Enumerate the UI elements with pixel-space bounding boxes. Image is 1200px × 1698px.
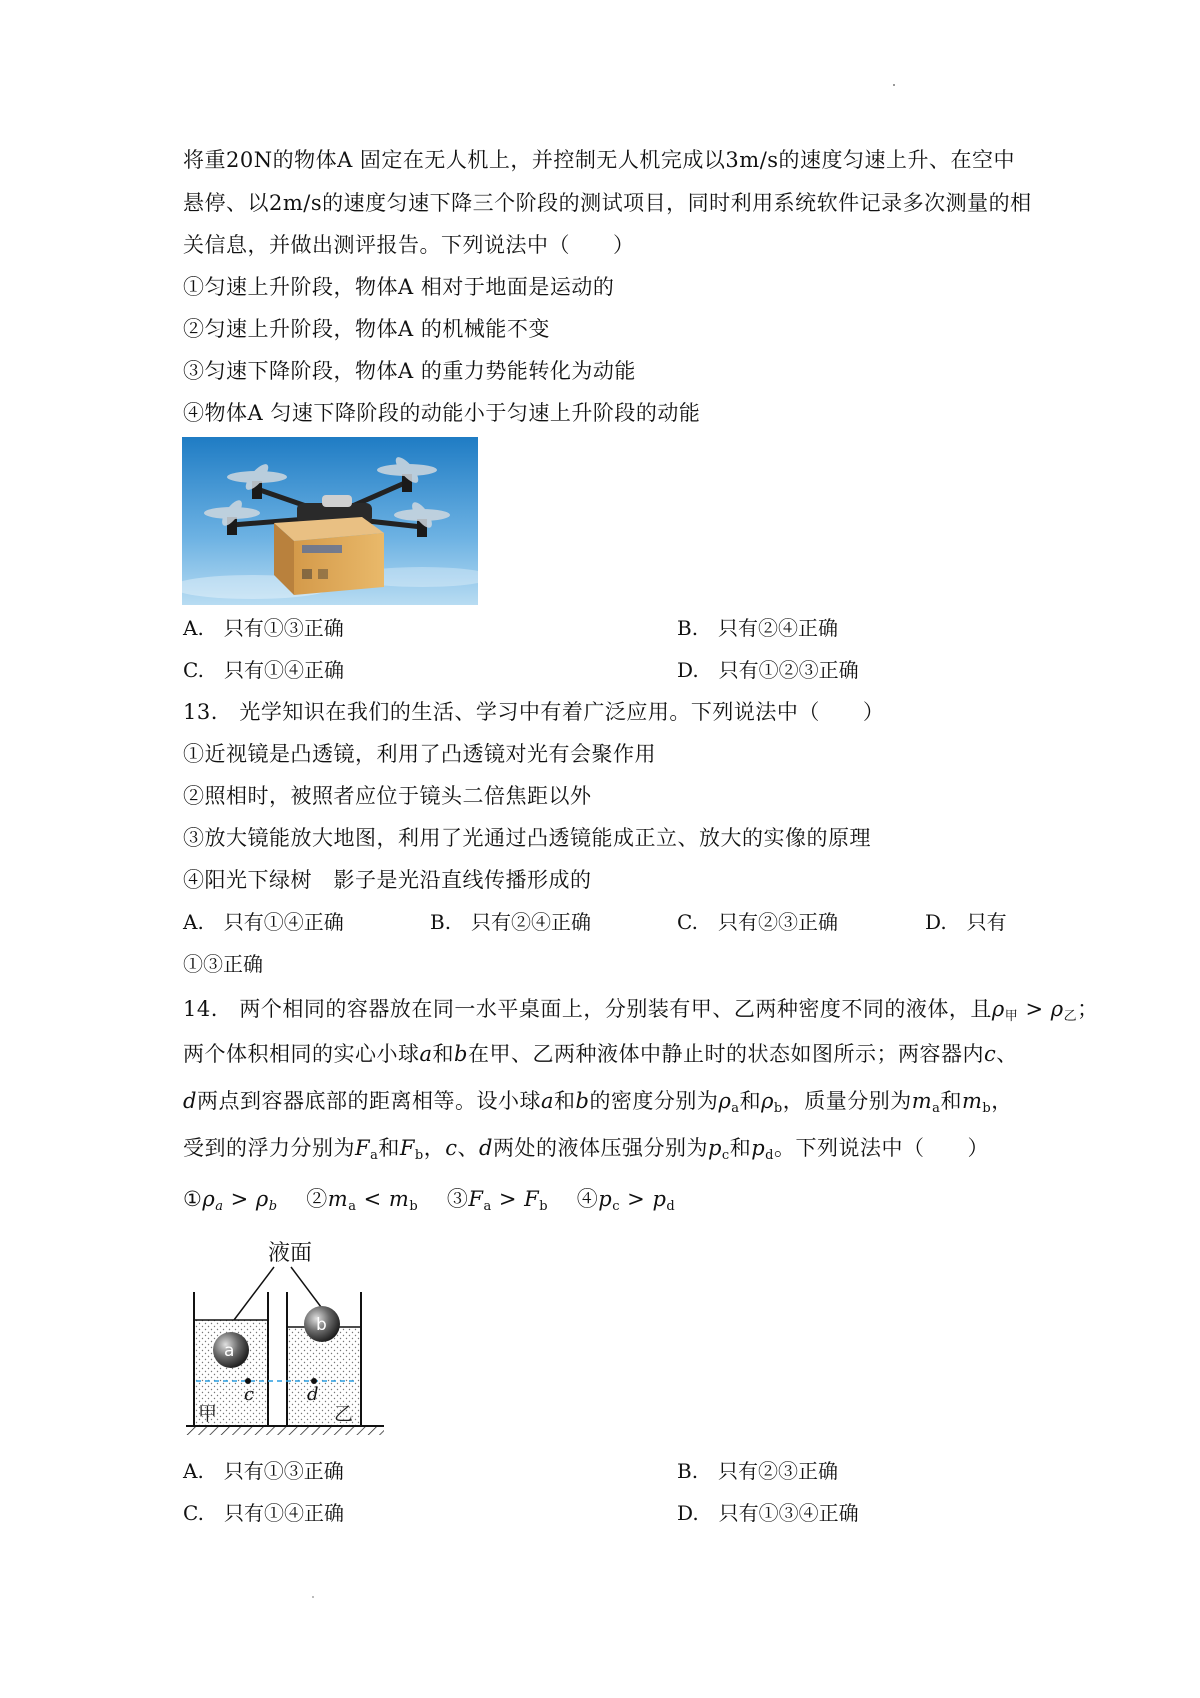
q13-statement-4: ④阳光下绿树 影子是光沿直线传播形成的: [183, 868, 592, 892]
ball-b-label: b: [316, 1315, 327, 1335]
liquid-left-label: 甲: [198, 1403, 218, 1425]
q13-option-a[interactable]: A. 只有①④正确: [183, 910, 344, 934]
q14-line-2: 两个体积相同的实心小球a和b在甲、乙两种液体中静止时的状态如图所示；两容器内c、: [183, 1042, 1018, 1066]
q14-option-c[interactable]: C. 只有①④正确: [183, 1501, 344, 1525]
q13-statement-3: ③放大镜能放大地图，利用了光通过凸透镜能成正立、放大的实像的原理: [183, 826, 871, 850]
q13-stem: 13. 光学知识在我们的生活、学习中有着广泛应用。下列说法中（ ）: [183, 700, 885, 724]
liquid-right-label: 乙: [334, 1403, 354, 1425]
point-d-label: d: [307, 1384, 319, 1405]
q12-statement-1: ①匀速上升阶段，物体A 相对于地面是运动的: [183, 275, 615, 299]
q12-option-d[interactable]: D. 只有①②③正确: [677, 658, 859, 682]
q12-option-c[interactable]: C. 只有①④正确: [183, 658, 344, 682]
q14-line-3: d两点到容器底部的距离相等。设小球a和b的密度分别为$\rho_a$和$\rho_b$，质量分别为$m_a$和$m_b$，: [183, 1089, 1013, 1116]
surface-label: 液面: [268, 1241, 313, 1266]
page-mark: [893, 84, 895, 86]
q12-statement-4: ④物体A 匀速下降阶段的动能小于匀速上升阶段的动能: [183, 401, 701, 425]
page-mark-bottom: [312, 1596, 314, 1598]
q14-option-b[interactable]: B. 只有②③正确: [677, 1459, 839, 1483]
point-c-label: c: [244, 1384, 255, 1405]
drone-photo: [182, 437, 478, 605]
q14-option-a[interactable]: A. 只有①③正确: [183, 1459, 344, 1483]
q13-option-d-continued: ①③正确: [183, 952, 263, 976]
q12-stem-line-2: 悬停、以2m/s的速度匀速下降三个阶段的测试项目，同时利用系统软件记录多次测量的相: [183, 191, 1032, 215]
q13-statement-1: ①近视镜是凸透镜，利用了凸透镜对光有会聚作用: [183, 742, 656, 766]
q12-stem-line-3: 关信息，并做出测评报告。下列说法中（ ）: [183, 233, 635, 257]
q14-line-1: 14. 两个相同的容器放在同一水平桌面上，分别装有甲、乙两种密度不同的液体，且$\rho_甲 > \rho_乙$；: [183, 997, 1099, 1024]
q13-option-c[interactable]: C. 只有②③正确: [677, 910, 838, 934]
q13-option-d[interactable]: D. 只有: [925, 910, 1007, 934]
ball-a-label: a: [224, 1341, 235, 1361]
q12-option-a[interactable]: A. 只有①③正确: [183, 616, 344, 640]
q13-option-b[interactable]: B. 只有②④正确: [430, 910, 592, 934]
q13-statement-2: ②照相时，被照者应位于镜头二倍焦距以外: [183, 784, 592, 808]
q12-stem-line-1: 将重20N的物体A 固定在无人机上，并控制无人机完成以3m/s的速度匀速上升、在空中: [183, 148, 1016, 172]
q14-line-4: 受到的浮力分别为$F_a$和$F_b$，c、d两处的液体压强分别为$p_c$和$p_d$。下列说法中（ ）: [183, 1136, 989, 1163]
q12-statement-2: ②匀速上升阶段，物体A 的机械能不变: [183, 317, 550, 341]
q12-option-b[interactable]: B. 只有②④正确: [677, 616, 839, 640]
q14-option-d[interactable]: D. 只有①③④正确: [677, 1501, 859, 1525]
q14-statements: $①\rho_a > \rho_b$ $②m_a < m_b$ $③F_a > F_b$ $④p_c > p_d$: [183, 1187, 676, 1214]
q12-statement-3: ③匀速下降阶段，物体A 的重力势能转化为动能: [183, 359, 636, 383]
containers-figure: [186, 1232, 396, 1442]
